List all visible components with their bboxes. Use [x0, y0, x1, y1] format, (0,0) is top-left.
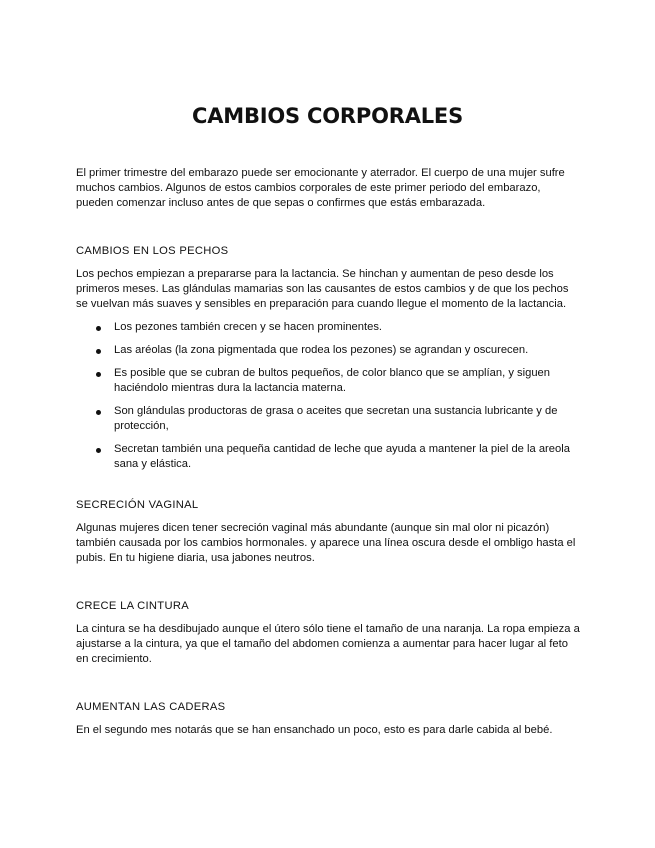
section-body-vaginal-secretion: Algunas mujeres dicen tener secreción vaginal más abundante (aunque sin mal olor ni picazón) también causada por los cambios hormonales. y aparece una línea oscura desde el ombligo hasta el pubis. En tu higiene diaria, usa jabones neutros. [76, 522, 576, 564]
breast-changes-list [76, 320, 580, 472]
page-title: CAMBIOS CORPORALES [191, 104, 464, 128]
list-item [76, 320, 580, 335]
bullet-dot-icon [96, 448, 101, 453]
list-item-text: Las aréolas (la zona pigmentada que rodea los pezones) se agrandan y oscurecen. [114, 344, 529, 356]
section-heading-hips: AUMENTAN LAS CADERAS [76, 701, 226, 713]
list-item-text: Es posible que se cubran de bultos pequeños, de color blanco que se amplían, y siguen haciéndolo mientras dura la lactancia materna. [114, 367, 550, 394]
bullet-dot-icon [96, 372, 101, 377]
list-item [76, 442, 580, 472]
section-heading-vaginal-secretion: SECRECIÓN VAGINAL [76, 499, 199, 511]
section-heading-breasts: CAMBIOS EN LOS PECHOS [76, 245, 229, 257]
section-body-hips: En el segundo mes notarás que se han ensanchado un poco, esto es para darle cabida al bebé. [76, 724, 553, 736]
list-item-text: Los pezones también crecen y se hacen prominentes. [114, 321, 383, 333]
list-item [76, 366, 580, 396]
bullet-dot-icon [96, 410, 101, 415]
document-body [76, 166, 580, 738]
section-body-breasts: Los pechos empiezan a prepararse para la lactancia. Se hinchan y aumentan de peso desde los primeros meses. Las glándulas mamarias son las causantes de estos cambios y de que los pechos se vuelvan más suaves y sensibles en preparación para cuando llegue el momento de la lactancia. [76, 268, 569, 310]
bullet-dot-icon [96, 349, 101, 354]
list-item-text: Son glándulas productoras de grasa o aceites que secretan una sustancia lubricante y de protección, [114, 405, 558, 432]
section-heading-waist: CRECE LA CINTURA [76, 600, 189, 612]
section-body-waist: La cintura se ha desdibujado aunque el útero sólo tiene el tamaño de una naranja. La ropa empieza a ajustarse a la cintura, ya que el tamaño del abdomen comienza a aumentar para hacer lugar al feto en crecimiento. [76, 623, 580, 665]
list-item [76, 343, 580, 358]
intro-paragraph: El primer trimestre del embarazo puede ser emocionante y aterrador. El cuerpo de una mujer sufre muchos cambios. Algunos de estos cambios corporales de este primer periodo del embarazo, pueden comenzar incluso antes de que sepas o confirmes que estás embarazada. [76, 167, 565, 209]
list-item [76, 404, 580, 434]
list-item-text: Secretan también una pequeña cantidad de leche que ayuda a mantener la piel de la areola sana y elástica. [114, 443, 570, 470]
bullet-dot-icon [96, 326, 101, 331]
